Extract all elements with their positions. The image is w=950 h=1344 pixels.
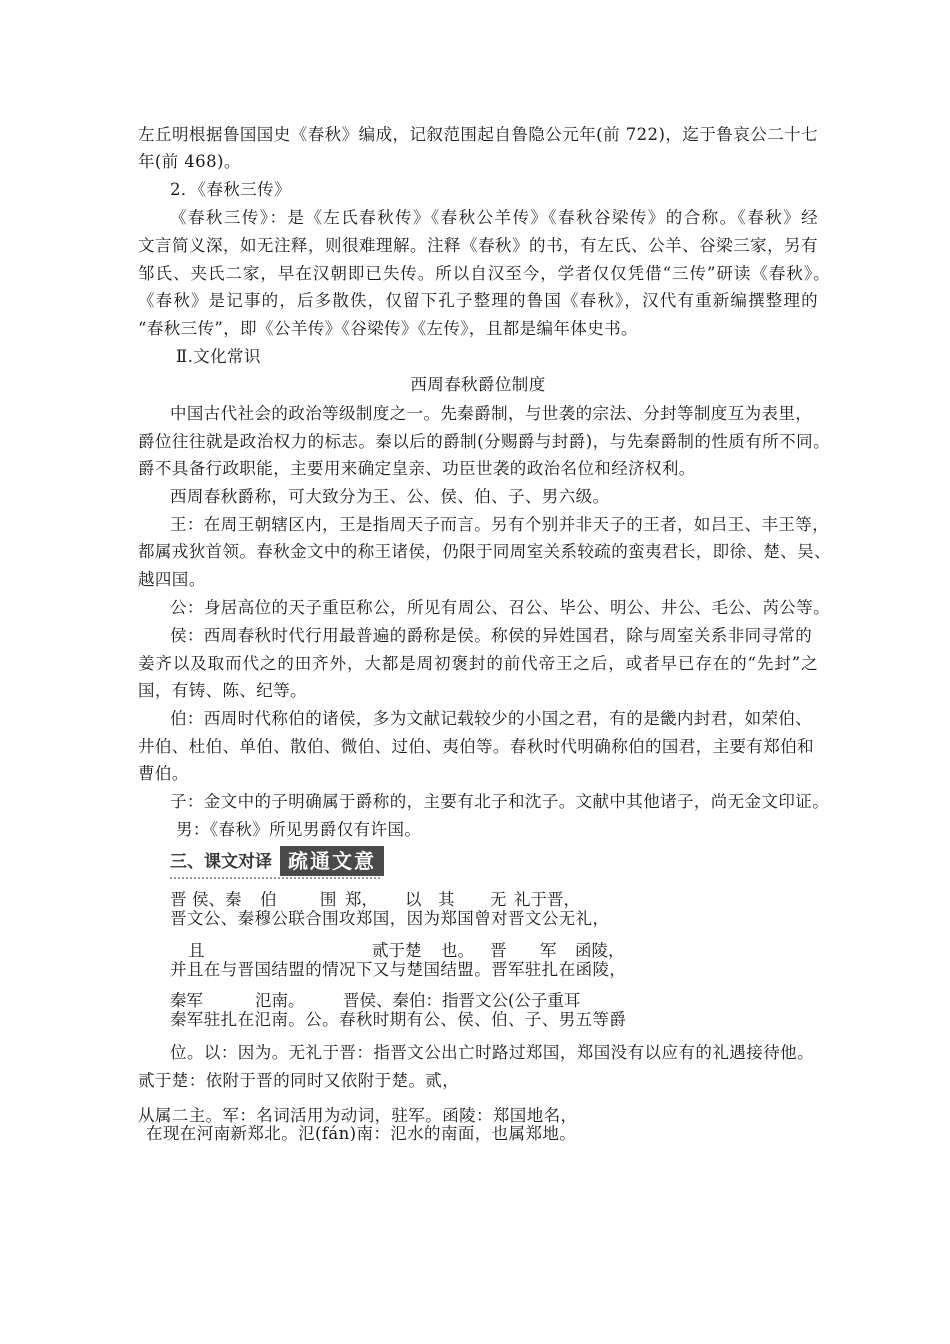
source-word: 贰于楚	[372, 941, 422, 960]
notes-line-4: 在现在河南新郑北。氾(fán)南：氾水的南面，也属郑地。	[146, 1124, 577, 1143]
section3-divider	[170, 877, 380, 879]
culture-p1-line-3: 爵不具备行政职能，主要用来确定皇亲、功臣世袭的政治名位和经济权利。	[138, 459, 696, 478]
notes-line-2: 贰于楚：依附于晋的同时又依附于楚。贰，	[138, 1071, 460, 1090]
translation-row-2: 并且在与晋国结盟的情况下又与楚国结盟。晋军驻扎在函陵，	[170, 960, 627, 979]
bo-line-2: 井伯、杜伯、单伯、散伯、微伯、过伯、夷伯等。春秋时代明确称伯的国君，主要有郑伯和	[138, 737, 814, 756]
source-word: 晋侯、秦伯：指晋文公(公子重耳	[343, 991, 581, 1010]
translation-row-3: 秦军驻扎在氾南。公。春秋时期有公、侯、伯、子、男五等爵	[170, 1010, 627, 1029]
sanzhuan-line-4: 《春秋》是记事的，后多散佚，仅留下孔子整理的鲁国《春秋》，汉代有重新编撰整理的	[138, 291, 818, 310]
intro-line-2: 年(前 468)。	[138, 152, 241, 171]
source-word: 晋	[170, 890, 187, 909]
translation-row-1: 晋文公、秦穆公联合围攻郑国，因为郑国曾对晋文公无礼，	[170, 909, 610, 928]
source-word: 军	[540, 941, 557, 960]
wang-line-2: 都属戎狄首领。春秋金文中的称王诸侯，仍限于同周室关系较疏的蛮夷君长，即徐、楚、吴、	[138, 542, 831, 561]
hou-line-3: 国，有铸、陈、纪等。	[138, 681, 307, 700]
section3-label	[170, 846, 385, 878]
notes-line-1: 位。以：因为。无礼于晋：指晋文公出亡时路过郑国，郑国没有以应有的礼遇接待他。	[170, 1043, 814, 1062]
sanzhuan-line-2: 文言简义深，如无注释，则很难理解。注释《春秋》的书，有左氏、公羊、谷梁三家，另有	[138, 236, 818, 255]
sanzhuan-line-1: 《春秋三传》：是《左氏春秋传》《春秋公羊传》《春秋谷梁传》的合称。《春秋》经	[170, 208, 818, 227]
wang-line-3: 越四国。	[138, 570, 206, 589]
bo-line-3: 曹伯。	[138, 764, 189, 783]
source-word: 函陵，	[575, 941, 625, 960]
source-word: 伯	[260, 890, 277, 909]
source-word: 以	[405, 890, 422, 909]
section3-label-text: 三、课文对译	[170, 852, 272, 872]
intro-line-1: 左丘明根据鲁国国史《春秋》编成，记叙范围起自鲁隐公元年(前 722)，迄于鲁哀公二十七	[138, 125, 818, 144]
culture-p2: 西周春秋爵称，可大致分为王、公、侯、伯、子、男六级。	[170, 487, 610, 506]
zi-line: 子：金文中的子明确属于爵称的，主要有北子和沈子。文献中其他诸子，尚无金文印证。	[170, 792, 830, 811]
gong-line: 公：身居高位的天子重臣称公，所见有周公、召公、毕公、明公、井公、毛公、芮公等。	[170, 598, 830, 617]
source-word: 侯、秦	[192, 890, 242, 909]
culture-title: 西周春秋爵位制度	[410, 375, 546, 394]
sanzhuan-line-3: 邹氏、夹氏二家，早在汉朝即已失传。所以自汉至今，学者仅仅凭借“三传”研读《春秋》。	[138, 264, 830, 283]
nan-line: 男：《春秋》所见男爵仅有许国。	[176, 820, 422, 839]
source-row-2	[0, 941, 950, 961]
section-heading-chunqiu-sanzhuan: 2．《春秋三传》	[170, 180, 291, 199]
source-word: 也。	[441, 941, 474, 960]
hou-line-1: 侯：西周春秋时代行用最普遍的爵称是侯。称侯的异姓国君，除与周室关系非同寻常的	[170, 626, 813, 645]
source-word: 且	[188, 941, 205, 960]
culture-p1-line-2: 爵位往往就是政治权力的标志。秦以后的爵制(分赐爵与封爵)，与先秦爵制的性质有所不同。	[138, 432, 830, 451]
sanzhuan-line-5: “春秋三传”，即《公羊传》《谷梁传》《左传》，且都是编年体史书。	[138, 319, 638, 338]
bo-line-1: 伯：西周时代称伯的诸侯，多为文献记载较少的小国之君，有的是畿内封君，如荣伯、	[170, 709, 813, 728]
source-word: 氾南。	[255, 991, 305, 1010]
notes-line-3: 从属二主。军：名词活用为动词，驻军。函陵：郑国地名，	[138, 1106, 578, 1125]
culture-heading: Ⅱ.文化常识	[176, 347, 261, 366]
source-row-1	[0, 890, 950, 910]
source-word: 其	[438, 890, 455, 909]
source-word: 围	[320, 890, 337, 909]
section3-label-box: 疏通文意	[280, 846, 384, 876]
source-word: 晋	[490, 941, 507, 960]
hou-line-2: 姜齐以及取而代之的田齐外，大都是周初褒封的前代帝王之后，或者早已存在的“先封”之	[138, 654, 818, 673]
source-word: 无	[490, 890, 507, 909]
wang-line-1: 王：在周王朝辖区内，王是指周天子而言。另有个别并非天子的王者，如吕王、丰王等，	[170, 515, 830, 534]
source-word: 郑，	[345, 890, 378, 909]
culture-p1-line-1: 中国古代社会的政治等级制度之一。先秦爵制，与世袭的宗法、分封等制度互为表里，	[170, 404, 813, 423]
source-row-3	[0, 991, 950, 1011]
source-word: 礼于晋，	[514, 890, 580, 909]
source-word: 秦军	[170, 991, 203, 1010]
